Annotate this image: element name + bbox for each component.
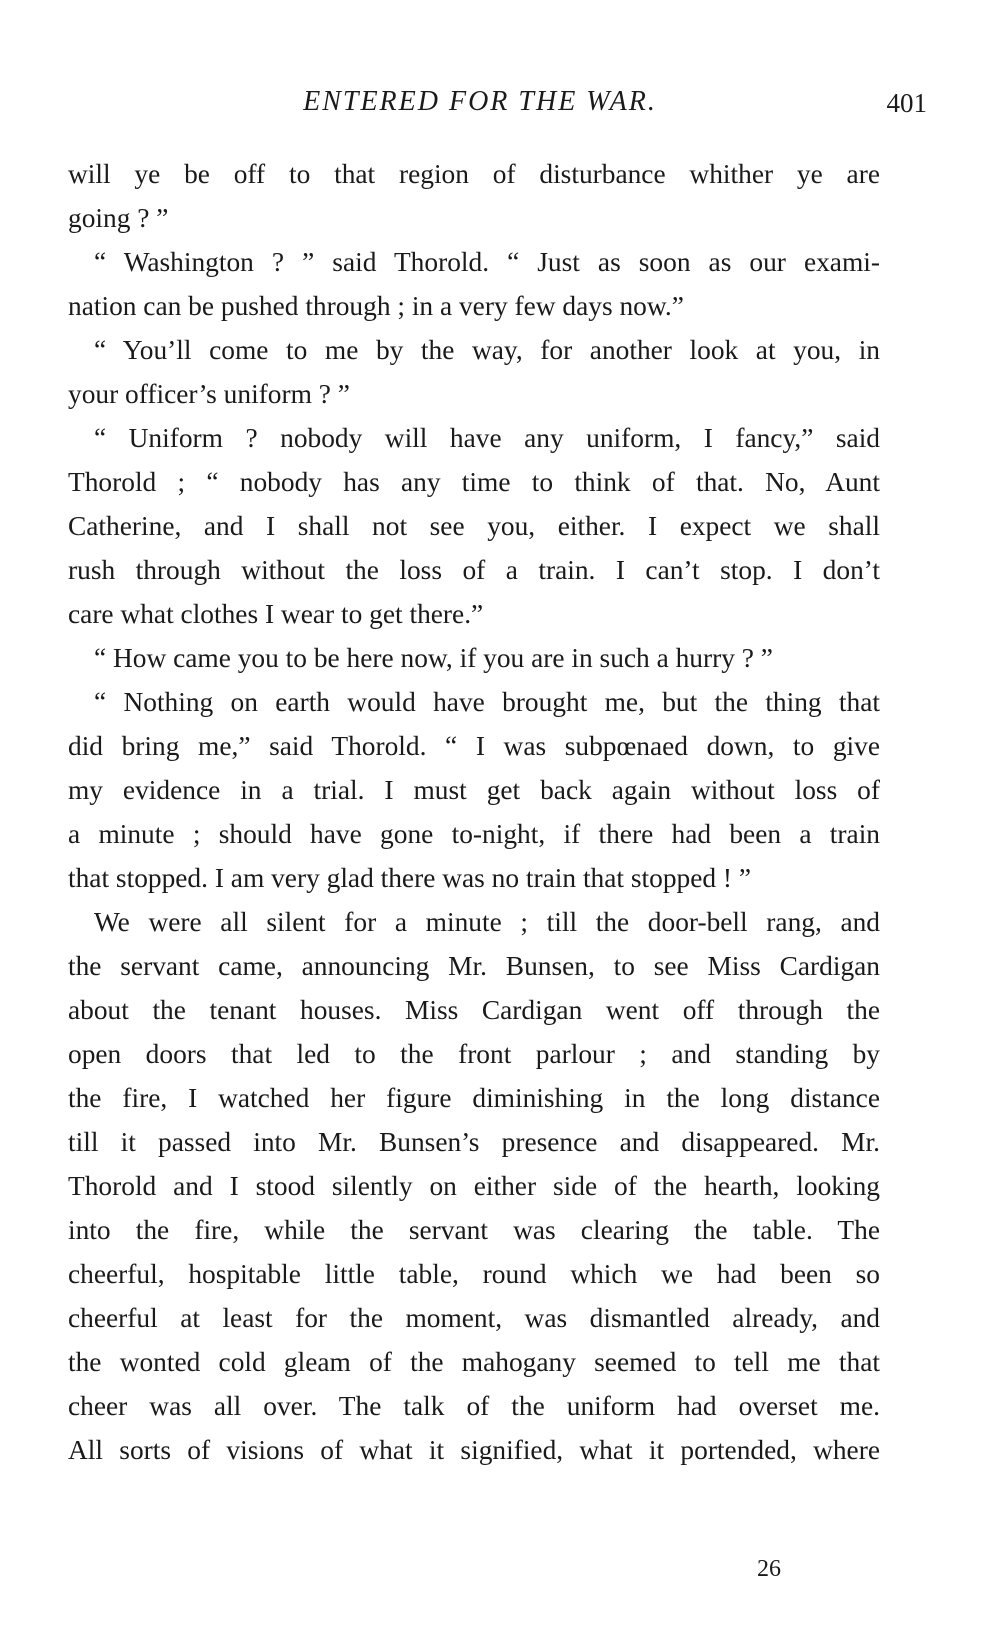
text-line: Thorold ; “ nobody has any time to think of that. No, Aunt: [68, 467, 880, 497]
text-line: Thorold and I stood silently on either side of the hearth, looking: [68, 1171, 880, 1201]
text-line: “ Uniform ? nobody will have any uniform, I fancy,” said: [94, 423, 880, 453]
text-line: cheerful at least for the moment, was dismantled already, and: [68, 1303, 880, 1333]
text-line: care what clothes I wear to get there.”: [68, 599, 484, 629]
text-line: will ye be off to that region of disturbance whither ye are: [68, 159, 880, 189]
text-line: “ Washington ? ” said Thorold. “ Just as soon as our exami-: [94, 247, 880, 277]
text-line: going ? ”: [68, 203, 169, 233]
text-line: All sorts of visions of what it signified, what it portended, where: [68, 1435, 880, 1465]
text-line: open doors that led to the front parlour ; and standing by: [68, 1039, 880, 1069]
text-line: did bring me,” said Thorold. “ I was subpœnaed down, to give: [68, 731, 880, 761]
text-line: “ How came you to be here now, if you are in such a hurry ? ”: [94, 643, 773, 673]
text-line: nation can be pushed through ; in a very few days now.”: [68, 291, 684, 321]
text-line: the fire, I watched her figure diminishing in the long distance: [68, 1083, 880, 1113]
text-line: We were all silent for a minute ; till the door-bell rang, and: [94, 907, 880, 937]
text-line: cheerful, hospitable little table, round which we had been so: [68, 1259, 880, 1289]
running-head: [0, 86, 1000, 126]
page-number: 401: [886, 88, 927, 118]
text-line: into the fire, while the servant was clearing the table. The: [68, 1215, 880, 1245]
text-line: “ Nothing on earth would have brought me, but the thing that: [94, 687, 880, 717]
text-line: Catherine, and I shall not see you, either. I expect we shall: [68, 511, 880, 541]
text-line: the servant came, announcing Mr. Bunsen, to see Miss Cardigan: [68, 951, 880, 981]
text-line: the wonted cold gleam of the mahogany seemed to tell me that: [68, 1347, 880, 1377]
signature-mark: 26: [757, 1556, 781, 1582]
body-text: [68, 152, 880, 1472]
text-line: cheer was all over. The talk of the uniform had overset me.: [68, 1391, 880, 1421]
text-line: till it passed into Mr. Bunsen’s presence and disappeared. Mr.: [68, 1127, 880, 1157]
text-line: about the tenant houses. Miss Cardigan went off through the: [68, 995, 880, 1025]
text-line: my evidence in a trial. I must get back again without loss of: [68, 775, 880, 805]
text-line: a minute ; should have gone to-night, if there had been a train: [68, 819, 880, 849]
text-line: rush through without the loss of a train. I can’t stop. I don’t: [68, 555, 880, 585]
text-line: “ You’ll come to me by the way, for another look at you, in: [94, 335, 880, 365]
text-line: that stopped. I am very glad there was no train that stopped ! ”: [68, 863, 752, 893]
text-line: your officer’s uniform ? ”: [68, 379, 350, 409]
running-title: ENTERED FOR THE WAR.: [303, 86, 657, 117]
